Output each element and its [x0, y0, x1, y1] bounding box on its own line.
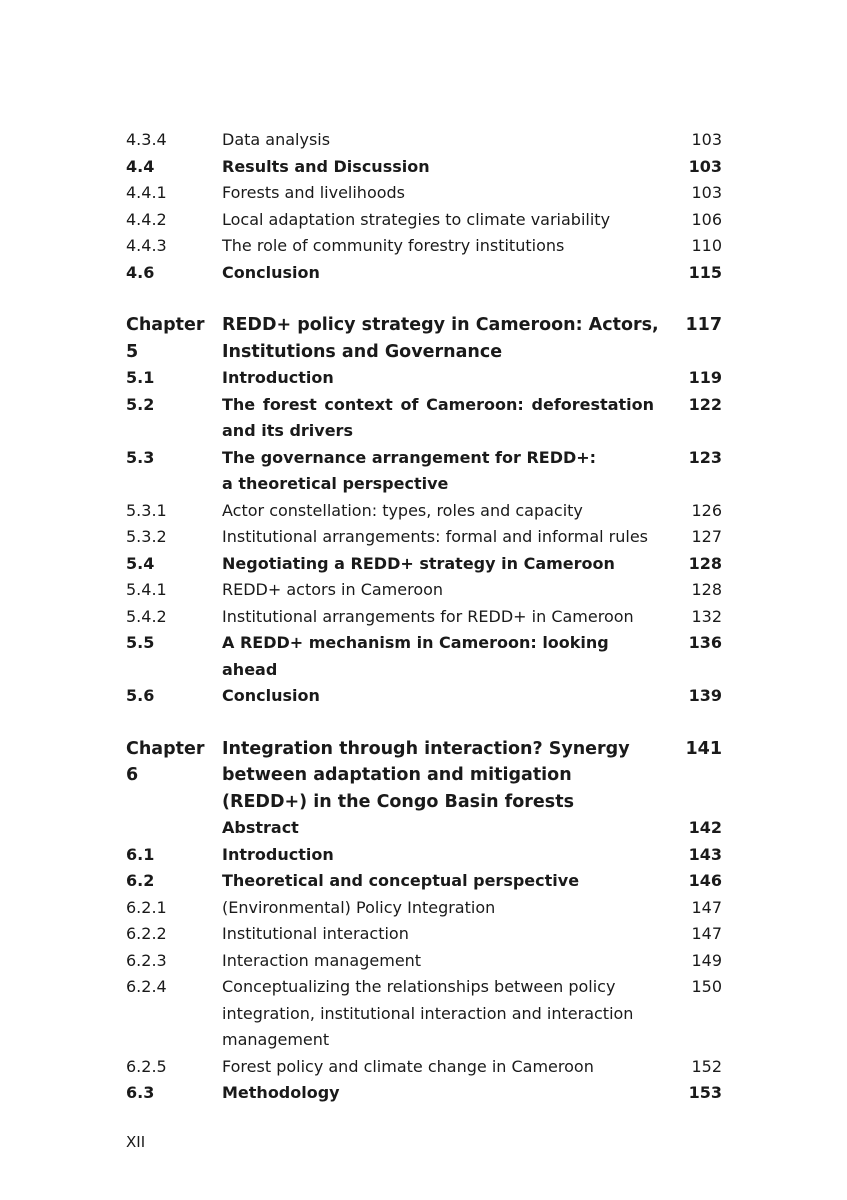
toc-entry[interactable]	[126, 974, 722, 1054]
page-number: 117	[685, 315, 722, 335]
section-title: The forest context of Cameroon: deforestation and its drivers	[222, 394, 654, 440]
section-title: Introduction	[222, 368, 334, 387]
section-title: Introduction	[222, 844, 334, 864]
page-number: 128	[691, 580, 722, 599]
section-number: 5.3	[126, 447, 155, 467]
toc-entry[interactable]	[126, 260, 722, 287]
toc-entry[interactable]	[126, 1054, 722, 1081]
toc-entry[interactable]	[126, 948, 722, 975]
section-title: Forests and livelihoods	[222, 183, 406, 202]
page-number: 146	[688, 871, 722, 890]
page-number: 139	[688, 686, 722, 705]
toc-entry[interactable]	[126, 392, 722, 445]
section-number: 6.2.4	[126, 977, 167, 996]
section-number: 5.1	[126, 368, 155, 387]
page-number: 106	[691, 209, 722, 229]
section-number: 5.4.2	[126, 606, 167, 626]
page-number: 149	[691, 950, 722, 970]
page-number: 119	[688, 368, 722, 387]
section-title: Conclusion	[222, 262, 320, 282]
page-number: 115	[688, 262, 722, 282]
toc-entry[interactable]	[126, 683, 722, 710]
section-number: 6.2.3	[126, 950, 167, 970]
toc-entry[interactable]	[126, 154, 722, 181]
section-title: Methodology	[222, 1083, 340, 1102]
toc-entry[interactable]	[126, 815, 722, 842]
section-number	[126, 815, 222, 842]
page-number: 147	[691, 924, 722, 943]
toc-entry[interactable]	[126, 577, 722, 604]
page-number: 126	[691, 500, 722, 520]
toc-entry[interactable]	[126, 445, 722, 498]
section-number: 4.4.1	[126, 183, 167, 202]
section-number: 6.3	[126, 1083, 155, 1102]
section-title: Results and Discussion	[222, 156, 430, 176]
section-number: 5.6	[126, 686, 155, 705]
section-number: 6.2	[126, 871, 155, 890]
page-number: 141	[685, 738, 722, 759]
section-title: Actor constellation: types, roles and capacity	[222, 500, 583, 520]
section-title: (Environmental) Policy Integration	[222, 897, 496, 917]
section-number: 5.3.1	[126, 500, 167, 520]
section-title: Institutional interaction	[222, 924, 409, 943]
section-title: Theoretical and conceptual perspective	[222, 871, 580, 890]
section-number: 5.4	[126, 553, 155, 573]
section-title-line-2: a theoretical perspective	[222, 474, 449, 493]
section-number: 6.2.2	[126, 924, 167, 943]
page-number: 122	[688, 394, 722, 414]
section-title: Institutional arrangements: formal and informal rules	[222, 527, 648, 546]
page-number: 127	[691, 527, 722, 546]
toc-entry[interactable]	[126, 842, 722, 869]
toc-entry[interactable]	[126, 127, 722, 154]
toc-entry[interactable]	[126, 604, 722, 631]
toc-entry[interactable]	[126, 365, 722, 392]
section-title: Negotiating a REDD+ strategy in Cameroon	[222, 553, 615, 573]
section-title: Local adaptation strategies to climate variability	[222, 209, 611, 229]
section-number: 4.6	[126, 262, 155, 282]
toc-entry[interactable]	[126, 498, 722, 525]
section-number: 4.4.3	[126, 236, 167, 255]
section-number: 5.3.2	[126, 527, 167, 546]
chapter-number: Chapter 5	[126, 315, 205, 362]
page-number: 123	[688, 447, 722, 467]
page-number: 132	[691, 606, 722, 626]
section-title: Conclusion	[222, 686, 320, 705]
chapter-title: Integration through interaction? Synergy between adaptation and mitigation (REDD+) in the Congo Basin forests	[222, 738, 630, 812]
section-number: 4.3.4	[126, 130, 167, 149]
toc-entry[interactable]	[126, 895, 722, 922]
page-number: 103	[688, 156, 722, 176]
section-title: REDD+ actors in Cameroon	[222, 580, 444, 599]
toc-entry[interactable]	[126, 921, 722, 948]
page-number: 103	[691, 183, 722, 202]
section-title: Abstract	[222, 818, 299, 837]
toc-entry[interactable]	[126, 233, 722, 260]
toc-entry[interactable]	[126, 551, 722, 578]
page-number: 103	[691, 130, 722, 149]
page-number: 153	[688, 1083, 722, 1102]
toc-entry[interactable]	[126, 868, 722, 895]
section-title: A REDD+ mechanism in Cameroon: looking ahead	[222, 633, 609, 679]
section-number: 5.5	[126, 633, 155, 652]
toc-entry[interactable]	[126, 1080, 722, 1107]
section-title: Institutional arrangements for REDD+ in Cameroon	[222, 606, 634, 626]
table-of-contents	[126, 127, 722, 1107]
page-number: 142	[688, 818, 722, 837]
section-title: Interaction management	[222, 950, 422, 970]
section-number: 6.1	[126, 844, 155, 864]
section-title-line-1: The governance arrangement for REDD+:	[222, 447, 597, 467]
section-title	[222, 445, 662, 498]
chapter-number: Chapter 6	[126, 738, 205, 785]
section-number: 5.2	[126, 394, 155, 414]
chapter-heading[interactable]	[126, 312, 722, 365]
section-title: Conceptualizing the relationships between policy integration, institutional interaction and interaction management	[222, 977, 634, 1049]
page-folio: XII	[126, 1133, 146, 1151]
section-number: 4.4	[126, 156, 155, 176]
page-number: 152	[691, 1056, 722, 1076]
section-title: The role of community forestry institutions	[222, 236, 565, 255]
page-number: 136	[688, 633, 722, 652]
section-title: Forest policy and climate change in Cameroon	[222, 1056, 594, 1076]
section-number: 6.2.1	[126, 897, 167, 917]
toc-entry[interactable]	[126, 207, 722, 234]
section-number: 4.4.2	[126, 209, 167, 229]
section-number: 6.2.5	[126, 1056, 167, 1076]
toc-entry[interactable]	[126, 630, 722, 683]
page-number: 147	[691, 897, 722, 917]
toc-entry[interactable]	[126, 524, 722, 551]
page-number: 143	[688, 844, 722, 864]
section-title: Data analysis	[222, 130, 331, 149]
page-number: 150	[691, 977, 722, 996]
section-number: 5.4.1	[126, 580, 167, 599]
page-number: 128	[688, 553, 722, 573]
chapter-title: REDD+ policy strategy in Cameroon: Actors, Institutions and Governance	[222, 315, 659, 362]
toc-entry[interactable]	[126, 180, 722, 207]
page-number: 110	[691, 236, 722, 255]
chapter-heading[interactable]	[126, 736, 722, 816]
